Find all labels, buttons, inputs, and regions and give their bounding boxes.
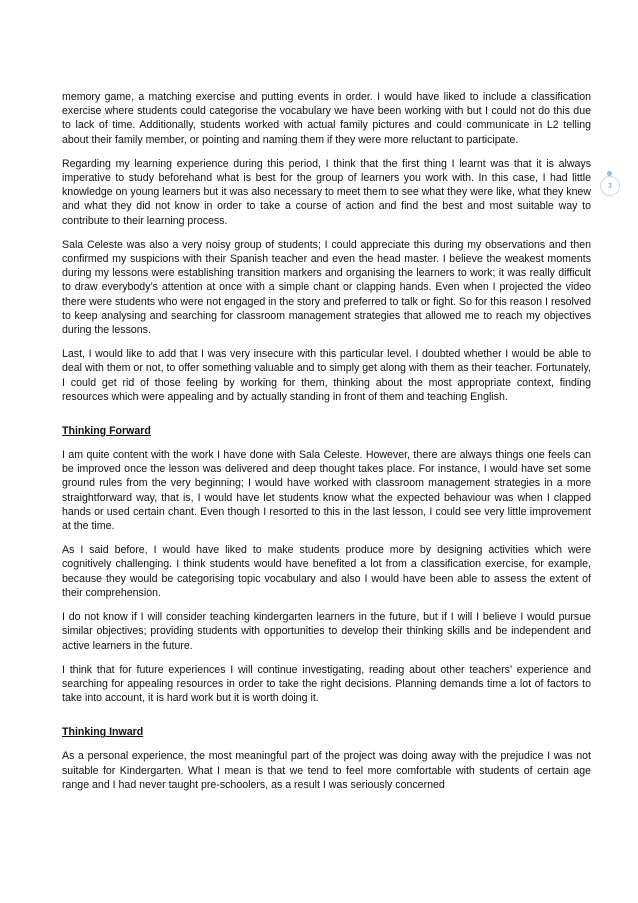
page-number-badge bbox=[600, 176, 620, 196]
paragraph: As a personal experience, the most meaningful part of the project was doing away with the prejudice I was not suitable for Kindergarten. What I mean is that we tend to feel more comfortable with students of certain age range and I had never taught pre-schoolers, as a result I was seriously concerned bbox=[62, 750, 591, 791]
paragraph: I am quite content with the work I have done with Sala Celeste. However, there are always things one feels can be improved once the lesson was delivered and deep thought takes place. For instance, I would have set some ground rules from the very beginning; I would have worked with classroom management strategies in a more straightforward way, that is, I would have let students know what the expected behaviour was when I clapped hands or used certain chant. Even though I resorted to this in the last lesson, I could see very little improvement at the time. bbox=[62, 449, 591, 533]
paragraph: Regarding my learning experience during this period, I think that the first thing I learnt was that it is always imperative to study beforehand what is best for the group of learners you work with. In this case, I had little knowledge on young learners but it was also necessary to meet them to see what they were like, what they knew and what they did not know in order to take a course of action and find the best and most suitable way to contribute to their learning process. bbox=[62, 157, 591, 227]
paragraph: Last, I would like to add that I was very insecure with this particular level. I doubted whether I would be able to deal with them or not, to offer something valuable and to simply get along with them as their teacher. Fortunately, I could get rid of those feeling by working for them, thinking about the most appropriate context, finding resources which were appealing and by actually standing in front of them and teaching English. bbox=[62, 348, 591, 403]
paragraph: I think that for future experiences I will continue investigating, reading about other teachers’ experience and searching for appealing resources in order to take the right decisions. Planning demands time a lot of factors to take into account, it is hard work but it is worth doing it. bbox=[62, 663, 591, 705]
section-heading-thinking-inward: Thinking Inward bbox=[62, 726, 144, 739]
paragraph: I do not know if I will consider teaching kindergarten learners in the future, but if I will I believe I would pursue similar objectives; providing students with opportunities to develop their thinking skills and be independent and active learners in the future. bbox=[62, 611, 591, 652]
paragraph: Sala Celeste was also a very noisy group of students; I could appreciate this during my observations and then confirmed my suspicions with their Spanish teacher and even the head master. I believe the weakest moments during my lessons were establishing transition markers and organising the learners to work; it was really difficult to draw everybody’s attention at once with a simple chant or clapping hands. Even when I projected the video there were students who were not engaged in the story and preferred to talk or fight. So for this reason I resolved to keep analysing and searching for classroom management strategies that allowed me to reach my objectives during the lessons. bbox=[62, 238, 591, 337]
paragraph: As I said before, I would have liked to make students produce more by designing activities which were cognitively challenging. I think students would have benefited a lot from a classification exercise, for example, because they would be categorising topic vocabulary and also I would have been able to assess the extent of their comprehension. bbox=[62, 544, 591, 599]
document-body bbox=[62, 90, 591, 802]
section-heading-thinking-forward: Thinking Forward bbox=[62, 425, 151, 438]
page-number: 3 bbox=[608, 182, 612, 190]
paragraph: memory game, a matching exercise and putting events in order. I would have liked to include a classification exercise where students could categorise the vocabulary we have been working with but I could not do this due to lack of time. Additionally, students worked with actual family pictures and could communicate in L2 telling about their family member, or pointing and naming them if they were more reluctant to participate. bbox=[62, 91, 591, 146]
